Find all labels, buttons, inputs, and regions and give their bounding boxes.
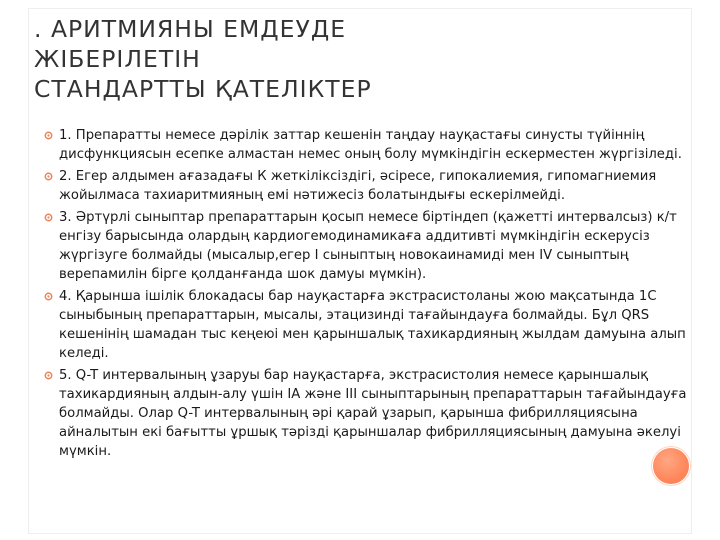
list-item-text: 2. Егер алдымен ағазадағы К жеткіліксіздігі, әсіресе, гипокалиемия, гипомагниемия жойылмаса тахиаритмияның емі нәтижесіз болатындығы ескерілмейді.	[59, 169, 657, 203]
list-item	[44, 208, 694, 284]
bullet-list	[44, 126, 694, 464]
circle-bullet-icon	[44, 172, 53, 181]
title-line-1: . АРИТМИЯНЫ ЕМДЕУДЕ	[34, 15, 347, 43]
title-line-3: СТАНДАРТТЫ ҚАТЕЛІКТЕР	[34, 75, 372, 103]
decorative-accent-dot	[653, 448, 689, 484]
circle-bullet-icon	[44, 292, 53, 301]
circle-bullet-icon	[44, 371, 53, 380]
circle-bullet-icon	[44, 213, 53, 222]
list-item	[44, 366, 694, 461]
slide-title	[34, 14, 634, 104]
list-item-text: 4. Қарынша ішілік блокадасы бар науқастарға экстрасистоланы жою мақсатында 1С сыныбының препараттарын, мысалы, этацизинді тағайындауға болмайды. Бұл QRS кешенінің шамадан тыс кеңеюі мен қарыншалық тахикардияның жылдам дамуына алып келеді.	[59, 289, 686, 361]
list-item-text: 5. Q-T интервалының ұзаруы бар науқастарға, экстрасистолия немесе қарыншалық тахикардияның алдын-алу үшін IА және III сыныптарының препараттарын тағайындауға болмайды. Олар Q-T интервалының әрі қарай ұзарып, қарынша фибрилляциясына айналытын екі бағытты ұршық тәрізді қарыншалар фибрилляциясының дамуына әкелуі мүмкін.	[59, 368, 687, 459]
list-item	[44, 126, 694, 164]
list-item-text: 3. Әртүрлі сыныптар препараттарын қосып немесе біртіндеп (қажетті интервалсыз) к/т енгізу барысында олардың кардиогемодинамикаға аддитивті мүмкіндігін ескерусіз жүргізуге болмайды (мысалыр,егер І сыныптың новокаинамиді мен IV сыныптың верепамилін бірге қолданғанда шок дамуы мүмкін).	[59, 210, 677, 282]
list-item-text: 1. Препаратты немесе дәрілік заттар кешенін таңдау науқастағы синусты түйіннің дисфункциясын есепке алмастан немес оның болу мүмкіндігін ескерместен жүргізіледі.	[59, 128, 682, 162]
title-line-2: ЖІБЕРІЛЕТІН	[34, 45, 201, 73]
list-item	[44, 287, 694, 363]
list-item	[44, 167, 694, 205]
circle-bullet-icon	[44, 131, 53, 140]
